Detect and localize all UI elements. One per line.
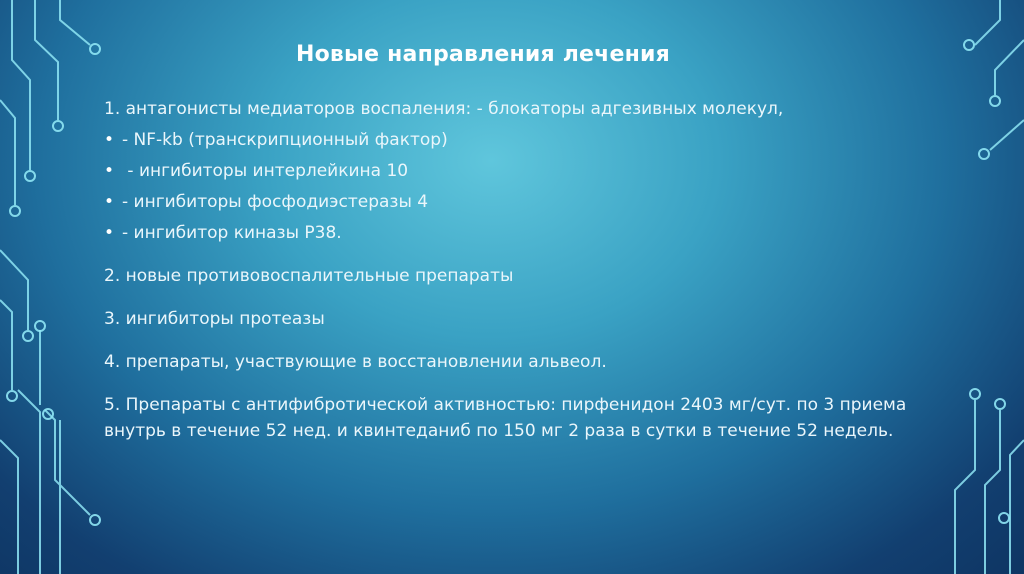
bullet-text: - ингибитор киназы P38. — [122, 223, 342, 243]
bullet-dot-icon: • — [104, 192, 115, 212]
list-item-2: 2. новые противовоспалительные препараты — [104, 266, 514, 286]
bullet-item-kinase — [104, 220, 944, 246]
bullet-text: - NF-kb (транскрипционный фактор) — [122, 130, 448, 150]
list-item-5: 5. Препараты с антифибротической активностью: пирфенидон 2403 мг/сут. по 3 приема внутрь в течение 52 нед. и квинтеданиб по 150 мг 2 раза в сутки в течение 52 недель. — [104, 395, 907, 441]
bullet-item-interleukin — [104, 158, 944, 184]
bullet-text: - ингибиторы фосфодиэстеразы 4 — [122, 192, 429, 212]
list-item-4: 4. препараты, участвующие в восстановлении альвеол. — [104, 352, 607, 372]
slide-body — [104, 96, 944, 444]
bullet-item-nfkb — [104, 127, 944, 153]
bullet-text: - ингибиторы интерлейкина 10 — [122, 161, 409, 181]
bullet-dot-icon: • — [104, 130, 115, 150]
bullet-dot-icon: • — [104, 161, 115, 181]
bullet-dot-icon: • — [104, 223, 115, 243]
bullet-item-phosphodiesterase — [104, 189, 944, 215]
list-item-3: 3. ингибиторы протеазы — [104, 309, 325, 329]
list-item-1: 1. антагонисты медиаторов воспаления: - блокаторы адгезивных молекул, — [104, 99, 784, 119]
slide-title: Новые направления лечения — [296, 42, 670, 67]
